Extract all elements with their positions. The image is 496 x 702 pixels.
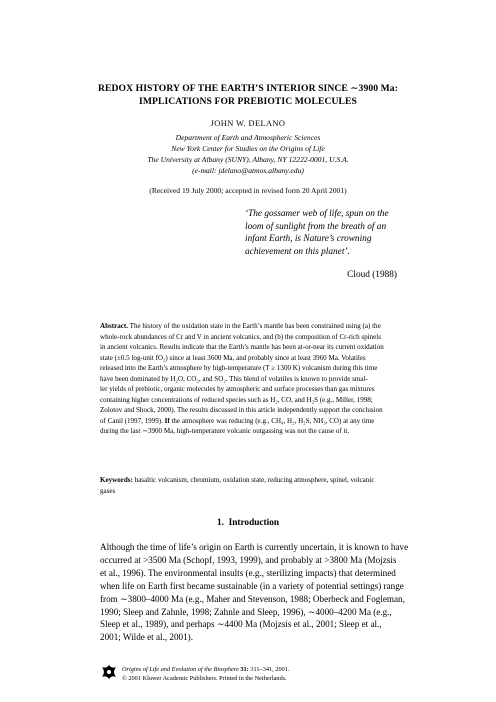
title-line-1: REDOX HISTORY OF THE EARTH’S INTERIOR SINCE ∼3900 Ma: (98, 83, 398, 94)
paper-title (60, 82, 436, 108)
affiliation-email: (e-mail: jdelano@atmos.albany.edu) (192, 166, 304, 175)
keywords (100, 475, 396, 496)
epigraph-line-4: achievement on this planet’. (245, 246, 350, 257)
title-line-2: IMPLICATIONS FOR PREBIOTIC MOLECULES (139, 96, 357, 107)
intro-line-6: 1990; Sleep and Zahnle, 1998; Zahnle and Sleep, 1996), ∼4000–4200 Ma (e.g., (100, 606, 392, 617)
author-affiliation (40, 132, 456, 176)
abstract-line-5: released into the Earth’s atmosphere by high-temperature (T ≥ 1300 K) volcanism during this time (100, 364, 378, 372)
keywords-list-2: gases (100, 486, 116, 495)
keywords-list-1: basaltic volcanism, chromium, oxidation state, reducing atmosphere, spinel, volcanic (134, 476, 375, 484)
section-number: 1. (216, 518, 224, 528)
copyright-line: © 2001 Kluwer Academic Publishers. Printed in the Netherlands. (122, 675, 287, 682)
kluwer-logo-icon (101, 664, 117, 680)
abstract-line-1-text: The history of the oxidation state in the Earth’s mantle has been constrained using (a) the (129, 322, 381, 330)
section-title: Introduction (228, 518, 280, 528)
intro-line-2: occurred at >3500 Ma (Schopf, 1993, 1999), and probably at >3800 Ma (Mojzsis (100, 554, 397, 565)
abstract-line-9: Zolotov and Shock, 2000). The results discussed in this article independently support the conclusion (100, 406, 383, 414)
affiliation-line-1: Department of Earth and Atmospheric Sciences (175, 133, 321, 142)
abstract-line-10-tail: the atmosphere was reducing (e.g., CH₄, H₂, H₂S, NH₃, CO) at any time (171, 416, 375, 425)
intro-line-4: when life on Earth first became sustainable (in a variety of potential settings) range (100, 580, 404, 591)
affiliation-line-2: New York Center for Studies on the Origins of Life (171, 144, 325, 153)
epigraph-line-1: ‘The gossamer web of life, spun on the (245, 209, 389, 219)
intro-line-3: et al., 1996). The environmental insults (e.g., sterilizing impacts) that determined (100, 567, 396, 578)
intro-line-1: Although the time of life’s origin on Earth is currently uncertain, it is known to have (100, 542, 409, 552)
keywords-line-1 (100, 475, 396, 486)
abstract-line-10-text: of Canil (1997, 1999). (100, 416, 163, 425)
abstract-line-10 (100, 416, 396, 427)
abstract-line-8: containing higher concentrations of reduced species such as H₂, CO, and H₂S (e.g., Miller, 1998; (100, 395, 373, 404)
epigraph-line-2: loom of sunlight from the breath of an (245, 221, 387, 232)
footer-journal-line (122, 665, 289, 674)
abstract-line-3: in ancient volcanics. Results indicate that the Earth’s mantle has been at-or-near its current oxidation (100, 343, 384, 351)
journal-pages: 311–341, 2001. (250, 666, 290, 673)
publication-footer (122, 665, 289, 683)
epigraph-line-3: infant Earth, is Nature’s crowning (245, 234, 372, 245)
abstract-line-2: whole-rock abundances of Cr and V in ancient volcanics, and (b) the composition of Cr-rich spinels (100, 332, 382, 341)
abstract (100, 321, 396, 437)
affiliation-line-3: The University at Albany (SUNY), Albany, NY 12222-0001, U.S.A. (147, 155, 349, 164)
author-name: JOHN W. DELANO (210, 119, 286, 128)
section-heading (60, 518, 436, 528)
abstract-line-1 (100, 321, 396, 332)
abstract-line-7: ler yields of prebiotic, organic molecules by atmospheric and surface processes than gas mixtures (100, 385, 375, 393)
introduction-paragraph (100, 541, 409, 644)
abstract-line-4: state (±0.5 log-unit fO₂) since at least 3600 Ma, and probably since at least 3960 Ma. Volatiles (100, 353, 366, 362)
intro-line-8: 2001; Wilde et al., 2001). (100, 632, 193, 643)
abstract-line-6: have been dominated by H₂O, CO₂, and SO₂. This blend of volatiles is known to provide smal- (100, 374, 368, 383)
epigraph-quote (245, 208, 397, 258)
keywords-label: Keywords: (100, 476, 133, 484)
abstract-emphasis: If (164, 416, 170, 425)
abstract-label: Abstract. (100, 322, 128, 330)
intro-line-7: Sleep et al., 1989), and perhaps ∼4400 Ma (Mojzsis et al., 2001; Sleep et al., (100, 619, 382, 630)
received-dates: (Received 19 July 2000; accepted in revised form 20 April 2001) (149, 186, 347, 195)
intro-line-5: from ∼3800–4000 Ma (e.g., Maher and Stevenson, 1988; Oberbeck and Fogleman, (100, 593, 405, 604)
journal-name: Origins of Life and Evolution of the Biosphere (122, 666, 239, 673)
epigraph-source: Cloud (1988) (347, 270, 397, 280)
journal-volume: 31: (240, 666, 249, 673)
abstract-line-11: during the last ∼3900 Ma, high-temperature volcanic outgassing was not the cause of it. (100, 427, 350, 435)
